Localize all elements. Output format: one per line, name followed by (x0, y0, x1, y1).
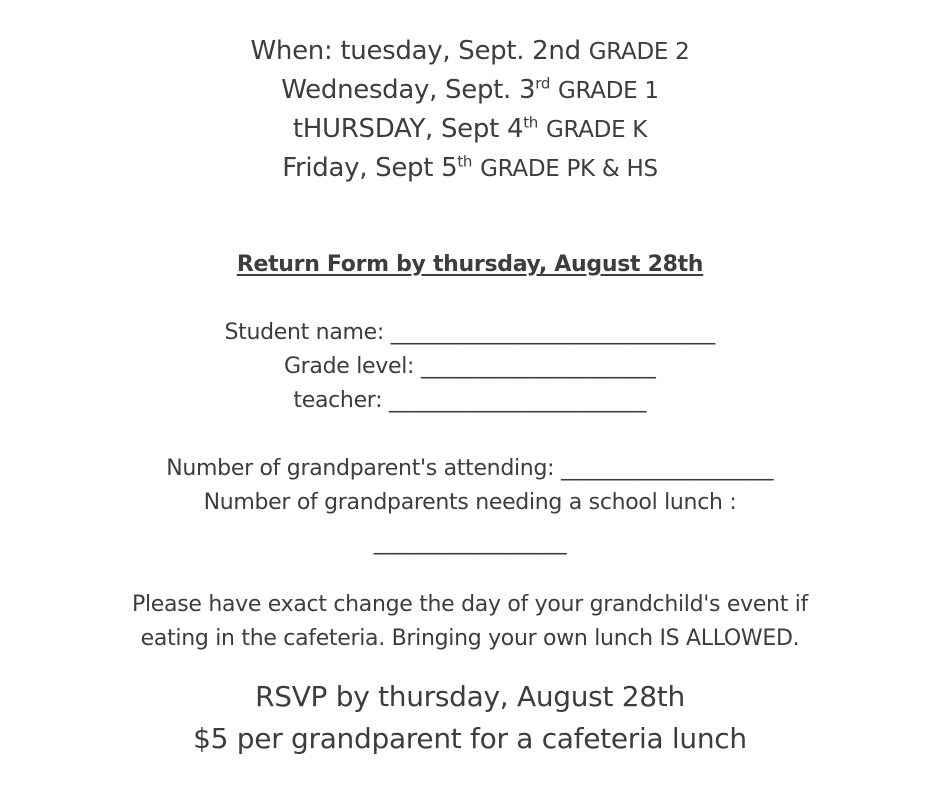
return-form-notice: Return Form by thursday, August 28th (236, 252, 704, 277)
day-grade: GRADE 1 (558, 78, 659, 104)
day-suffix: th (523, 113, 538, 132)
grandparents-attending-field[interactable] (0, 456, 940, 481)
exact-change-notice-line-2: eating in the cafeteria. Bringing your own lunch IS ALLOWED. (140, 626, 800, 651)
field-blank[interactable]: _____________________ (420, 354, 657, 379)
schedule-day-4 (0, 153, 940, 183)
day-date: tHURSDAY, Sept 4 (292, 114, 524, 144)
day-date: Wednesday, Sept. 3 (281, 75, 536, 105)
day-date: tuesday, Sept. 2nd (340, 36, 581, 66)
rsvp-deadline: RSVP by thursday, August 28th (255, 680, 685, 713)
schedule-day-3 (0, 114, 940, 144)
teacher-field[interactable] (0, 388, 940, 413)
when-label: When: (250, 36, 333, 66)
student-name-field[interactable] (0, 320, 940, 345)
field-blank[interactable]: _______________________ (388, 388, 647, 413)
grandparents-lunch-blank[interactable]: __________________ (373, 530, 567, 555)
exact-change-notice-line-1: Please have exact change the day of your grandchild's event if (132, 592, 808, 617)
day-suffix: th (457, 152, 473, 171)
day-grade: GRADE PK & HS (480, 156, 658, 182)
lunch-price: $5 per grandparent for a cafeteria lunch (193, 722, 747, 755)
schedule-day-2 (0, 75, 940, 105)
field-label: Number of grandparent's attending: (166, 456, 555, 481)
day-suffix: rd (535, 74, 551, 93)
grade-level-field[interactable] (0, 354, 940, 379)
field-blank[interactable]: ___________________ (560, 456, 774, 481)
day-date: Friday, Sept 5 (282, 153, 458, 183)
schedule-day-1 (0, 36, 940, 66)
field-blank[interactable]: _____________________________ (390, 320, 716, 345)
day-grade: GRADE K (545, 117, 648, 143)
grandparents-lunch-label: Number of grandparents needing a school lunch : (203, 490, 737, 515)
field-label: Student name: (224, 320, 384, 345)
field-label: Grade level: (283, 354, 415, 379)
field-label: teacher: (293, 388, 383, 413)
day-grade: GRADE 2 (588, 39, 690, 65)
